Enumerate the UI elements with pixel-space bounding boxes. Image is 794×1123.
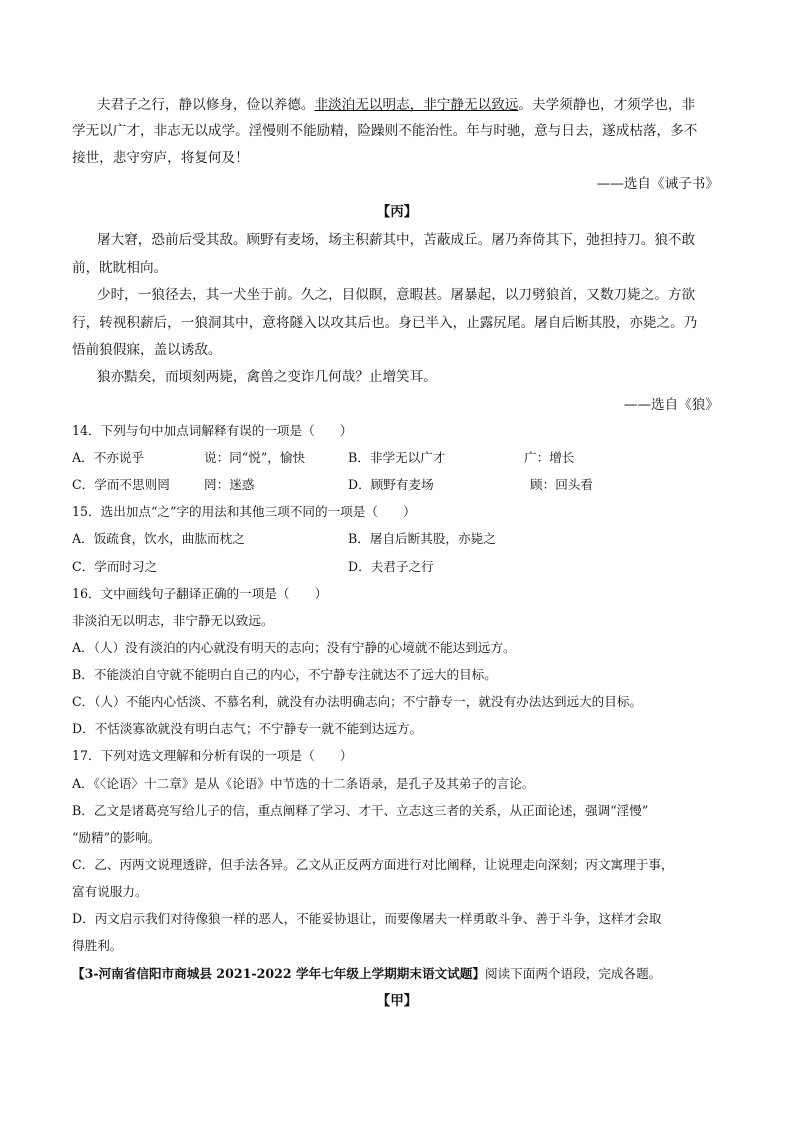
- q17-option-a: A．《〈论语〉十二章》是从《论语》中节选的十二条语录，是孔子及其弟子的言论。: [72, 776, 535, 791]
- q15-option-a: A．饭疏食，饮水，曲肱而枕之: [72, 531, 245, 546]
- q14-option-a: A．不亦说乎: [72, 450, 145, 465]
- instruction-text: 阅读下面两个语段，完成各题。: [484, 966, 662, 981]
- q14-option-c: C．学而不思则罔: [72, 477, 170, 492]
- underlined-sentence: 非淡泊无以明志，非宁静无以致远: [314, 97, 519, 113]
- section-heading-bing: 【丙】: [376, 204, 418, 220]
- q17-option-b-line-1: B．乙文是诸葛亮写给儿子的信，重点阐释了学习、才干、立志这三者的关系，从正面论述，强调“淫慢”: [72, 803, 649, 818]
- q15-option-c: C．学而时习之: [72, 559, 158, 574]
- question-17-stem: 17．下列对选文理解和分析有误的一项是（ ）: [72, 748, 353, 763]
- q16-quote: 非淡泊无以明志，非宁静无以致远。: [72, 613, 274, 628]
- question-16-stem: 16．文中画线句子翻译正确的一项是（ ）: [72, 586, 328, 601]
- q14-option-b-gloss: 广：增长: [524, 450, 575, 465]
- question-15-stem: 15．选出加点“之”字的用法和其他三项不同的一项是（ ）: [72, 504, 416, 519]
- q17-option-d-line-2: 得胜利。: [72, 938, 123, 953]
- q17-option-d-line-1: D．丙文启示我们对待像狼一样的恶人，不能妥协退让，而要像屠夫一样勇敢斗争、善于斗争，这样才会取: [72, 911, 662, 926]
- passage-jia-line-2: 学无以广才，非志无以成学。淫慢则不能励精，险躁则不能治性。年与时驰，意与日去，遂成枯落，多不: [72, 123, 698, 139]
- q16-option-b: B．不能淡泊自守就不能明白自己的内心，不宁静专注就达不了远大的目标。: [72, 667, 497, 682]
- q14-option-c-gloss: 罔：迷惑: [204, 477, 255, 492]
- passage-bing-p2-line-3: 悟前狼假寐，盖以诱敌。: [72, 342, 222, 358]
- passage-bing-p3-line-1: 狼亦黠矣，而顷刻两毙，禽兽之变诈几何哉？止增笑耳。: [97, 369, 437, 385]
- q14-option-a-gloss: 说：同“悦”，愉快: [204, 450, 306, 465]
- q16-option-c: C．（人）不能内心恬淡、不慕名利，就没有办法明确志向；不宁静专一，就没有办法达到远大的目标。: [72, 694, 643, 709]
- passage-bing-p1-line-2: 前，眈眈相向。: [72, 260, 168, 276]
- q14-option-d: D．顾野有麦场: [348, 477, 434, 492]
- passage-jia-line-1: 夫君子之行，静以修身，俭以养德。非淡泊无以明志，非宁静无以致远。夫学须静也，才须学也，非: [97, 97, 696, 113]
- q15-option-b: B．屠自后断其股，亦毙之: [348, 531, 496, 546]
- passage-jia-line-3: 接世，悲守穷庐，将复何及！: [72, 150, 249, 166]
- q17-option-c-line-1: C．乙、丙两文说理透辟，但手法各异。乙文从正反两方面进行对比阐释，让说理走向深刻；丙文寓理于事，: [72, 857, 674, 872]
- passage-bing-p2-line-1: 少时，一狼径去，其一犬坐于前。久之，目似瞑，意暇甚。屠暴起，以刀劈狼首，又数刀毙之。方欲: [97, 287, 696, 303]
- q17-option-b-line-2: “励精”的影响。: [72, 830, 161, 845]
- question-14-stem: 14．下列与句中加点词解释有误的一项是（ ）: [72, 423, 353, 438]
- source-tag: 【3-河南省信阳市商城县 2021-2022 学年七年级上学期期末语文试题】: [72, 966, 485, 981]
- passage-bing-p1-line-1: 屠大窘，恐前后受其敌。顾野有麦场，场主积薪其中，苫蔽成丘。屠乃奔倚其下，弛担持刀。狼不敢: [97, 232, 696, 248]
- q15-option-d: D．夫君子之行: [348, 559, 434, 574]
- q14-option-b: B．非学无以广才: [348, 450, 446, 465]
- q16-option-d: D．不恬淡寡欲就没有明白志气；不宁静专一就不能到达远方。: [72, 721, 423, 736]
- source-citation-bing: ——选自《狼》: [623, 397, 719, 413]
- section-heading-jia: 【甲】: [376, 993, 418, 1009]
- q17-option-c-line-2: 富有说服力。: [72, 884, 148, 899]
- source-citation-jia: ——选自《诫子书》: [596, 176, 719, 192]
- q16-option-a: A．（人）没有淡泊的内心就没有明天的志向；没有宁静的心境就不能达到远方。: [72, 640, 516, 655]
- q14-option-d-gloss: 顾：回头看: [530, 477, 593, 492]
- next-section-intro: [72, 964, 661, 984]
- passage-bing-p2-line-2: 行，转视积薪后，一狼洞其中，意将隧入以攻其后也。身已半入，止露尻尾。屠自后断其股，亦毙之。乃: [72, 315, 698, 331]
